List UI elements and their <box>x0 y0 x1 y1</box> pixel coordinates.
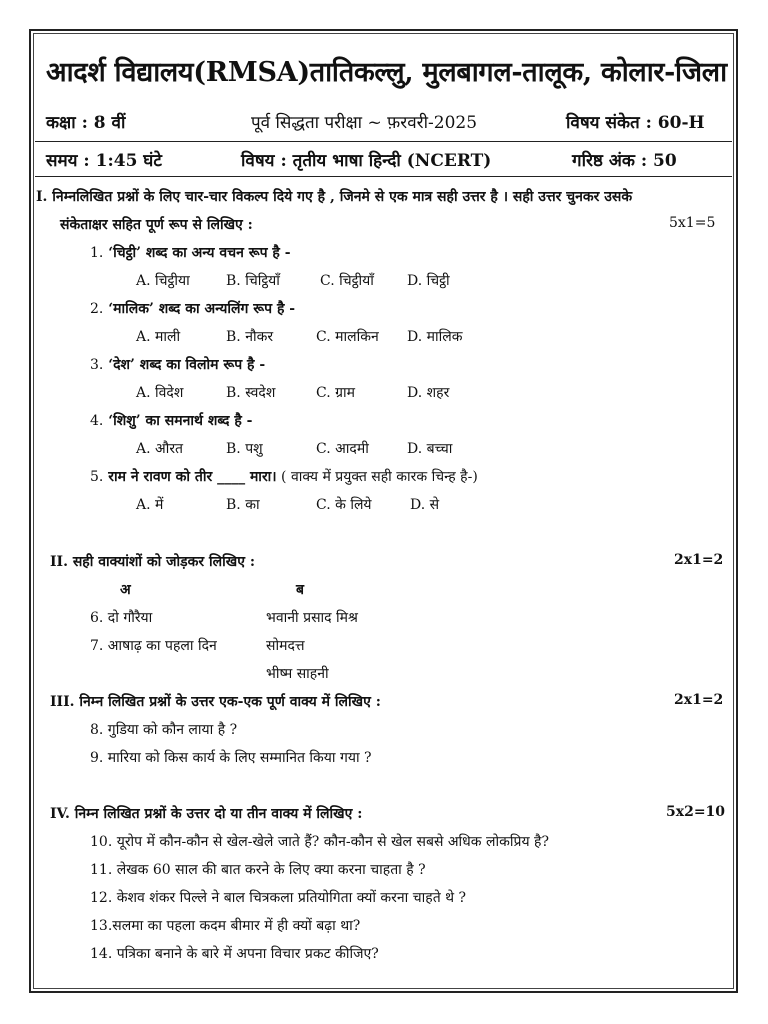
question-number: 2. <box>90 301 104 317</box>
section4-marks: 5x2=10 <box>666 804 726 820</box>
option-a: A. औरत <box>136 441 184 457</box>
section3-heading: III. निम्न लिखित प्रश्नों के उत्तर एक-एक पूर्ण वाक्य में लिखिए : <box>50 694 381 710</box>
column-a-header: अ <box>120 582 131 598</box>
subject-code: विषय संकेत : 60-H <box>566 113 705 133</box>
max-marks: गरिष्ठ अंक : 50 <box>572 151 677 171</box>
option-d: D. शहर <box>407 385 450 401</box>
match-right-1: भवानी प्रसाद मिश्र <box>266 610 358 626</box>
column-b-header: ब <box>296 582 304 598</box>
question-11: 11. लेखक 60 साल की बात करने के लिए क्या करना चाहता है ? <box>90 862 426 878</box>
section2-marks: 2x1=2 <box>674 552 724 568</box>
option-c: C. के लिये <box>316 497 372 513</box>
option-d: D. चिट्ठी <box>407 273 450 289</box>
option-d: D. से <box>410 497 440 513</box>
question-number: 3. <box>90 357 104 373</box>
option-c: C. ग्राम <box>316 385 356 401</box>
school-title: आदर्श विद्यालय(RMSA)तातिकल्लु, मुलबागल-तालूक, कोलार-जिला <box>46 57 727 88</box>
option-a: A. माली <box>136 329 181 345</box>
option-c: C. चिट्ठीयाँ <box>320 273 374 289</box>
option-c: C. मालकिन <box>316 329 379 345</box>
option-b: B. का <box>226 497 260 513</box>
option-c: C. आदमी <box>316 441 369 457</box>
section1-instruction: I. निम्नलिखित प्रश्नों के लिए चार-चार विकल्प दिये गए है , जिनमे से एक मात्र सही उत्तर है । सही उत्तर चुनकर उसके <box>36 189 633 205</box>
question-8: 8. गुडिया को कौन लाया है ? <box>90 722 238 738</box>
question-number: 1. <box>90 245 104 261</box>
option-a: A. चिट्ठीया <box>136 273 190 289</box>
question-9: 9. मारिया को किस कार्य के लिए सम्मानित किया गया ? <box>90 750 372 766</box>
question-10: 10. यूरोप में कौन-कौन से खेल-खेले जाते हैं? कौन-कौन से खेल सबसे अधिक लोकप्रिय है? <box>90 834 549 850</box>
option-b: B. स्वदेश <box>226 385 276 401</box>
question-2 <box>90 299 295 318</box>
option-a: A. में <box>136 497 164 513</box>
header-divider-2 <box>35 176 732 177</box>
question-text: ‘मालिक’ शब्द का अन्यलिंग रूप है - <box>108 301 296 317</box>
class-label: कक्षा : 8 वीं <box>46 113 126 133</box>
option-b: B. पशु <box>226 441 263 457</box>
question-text: ‘शिशु’ का समनार्थ शब्द है - <box>108 413 253 429</box>
question-text: ‘चिट्ठी’ शब्द का अन्य वचन रूप है - <box>108 245 291 261</box>
question-hint: ( वाक्य में प्रयुक्त सही कारक चिन्ह है-) <box>276 469 478 485</box>
question-text: ‘देश’ शब्द का विलोम रूप है - <box>108 357 266 373</box>
time-label: समय : 1:45 घंटे <box>46 151 162 171</box>
match-left-7: 7. आषाढ़ का पहला दिन <box>90 638 217 654</box>
section1-marks: 5x1=5 <box>669 215 716 231</box>
exam-title: पूर्व सिद्धता परीक्षा ~ फ़रवरी-2025 <box>251 113 478 133</box>
option-b: B. चिट्ठियाँ <box>226 273 280 289</box>
question-number: 4. <box>90 413 104 429</box>
header-divider-1 <box>35 141 732 142</box>
section4-heading: IV. निम्न लिखित प्रश्नों के उत्तर दो या तीन वाक्य में लिखिए : <box>50 806 363 822</box>
question-number: 5. <box>90 469 104 485</box>
option-d: D. मालिक <box>407 329 463 345</box>
question-4 <box>90 411 252 430</box>
question-1 <box>90 243 291 262</box>
match-right-2: सोमदत्त <box>266 638 305 654</box>
question-14: 14. पत्रिका बनाने के बारे में अपना विचार प्रकट कीजिए? <box>90 946 379 962</box>
option-b: B. नौकर <box>226 329 274 345</box>
option-d: D. बच्चा <box>407 441 453 457</box>
question-3 <box>90 355 265 374</box>
match-right-3: भीष्म साहनी <box>266 666 329 682</box>
question-text: राम ने रावण को तीर ____ मारा। <box>108 469 277 485</box>
section3-marks: 2x1=2 <box>674 692 724 708</box>
subject-label: विषय : तृतीय भाषा हिन्दी (NCERT) <box>241 151 492 171</box>
match-left-6: 6. दो गौरैया <box>90 610 153 626</box>
question-5 <box>90 467 478 486</box>
question-12: 12. केशव शंकर पिल्ले ने बाल चित्रकला प्रतियोगिता क्यों करना चाहते थे ? <box>90 890 467 906</box>
section2-heading: II. सही वाक्यांशों को जोड़कर लिखिए : <box>50 554 255 570</box>
option-a: A. विदेश <box>136 385 184 401</box>
section1-instruction-cont: संकेताक्षर सहित पूर्ण रूप से लिखिए : <box>60 217 253 233</box>
question-13: 13.सलमा का पहला कदम बीमार में ही क्यों बढ़ा था? <box>90 918 361 934</box>
